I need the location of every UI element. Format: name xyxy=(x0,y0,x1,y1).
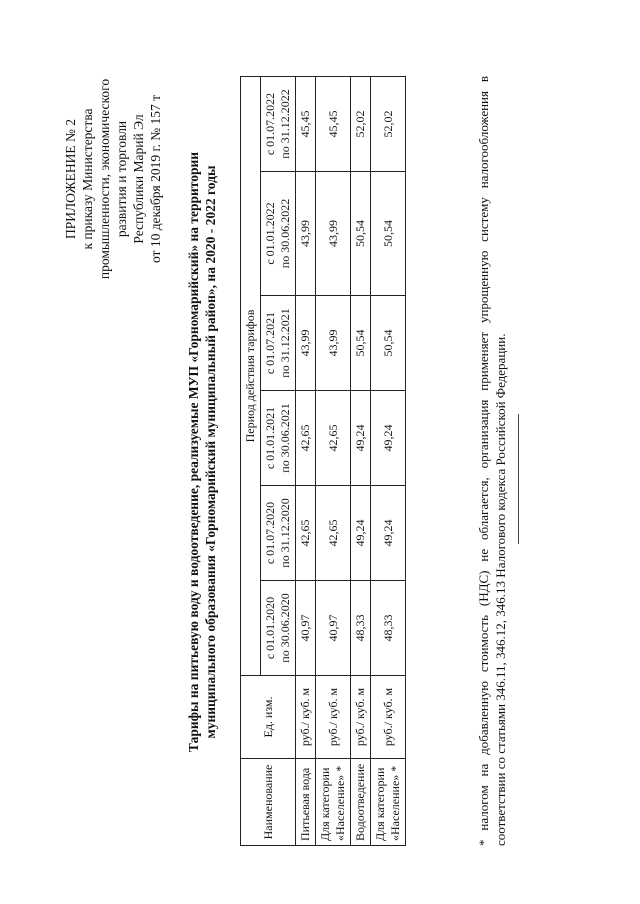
row-name: Для категории «Население» * xyxy=(316,759,351,846)
header-name: Наименование xyxy=(241,759,296,846)
tariff-value: 43,99 xyxy=(296,172,316,296)
table-row xyxy=(371,77,406,846)
appendix-line: ПРИЛОЖЕНИЕ № 2 xyxy=(63,118,78,240)
appendix-line: развития и торговли xyxy=(114,120,129,238)
row-unit: руб./ куб. м xyxy=(351,676,371,759)
table-row xyxy=(296,77,316,846)
period-header: с 01.07.2021 по 31.12.2021 xyxy=(261,296,296,391)
row-name: Питьевая вода xyxy=(296,759,316,846)
title-line-2: муниципального образования «Горномарийский муниципальный район», на 2020 - 2022 годы xyxy=(203,165,218,739)
tariff-value: 50,54 xyxy=(371,172,406,296)
table-row xyxy=(351,77,371,846)
tariff-value: 42,65 xyxy=(296,391,316,486)
tariff-value: 52,02 xyxy=(351,77,371,172)
tariff-value: 50,54 xyxy=(351,296,371,391)
tariff-value: 50,54 xyxy=(371,296,406,391)
tariff-value: 49,24 xyxy=(351,391,371,486)
appendix-line: Республики Марий Эл xyxy=(131,114,146,244)
period-header: с 01.07.2022 по 31.12.2022 xyxy=(261,77,296,172)
appendix-line: промышленности, экономического xyxy=(97,78,112,280)
period-header: с 01.01.2022 по 30.06.2022 xyxy=(261,172,296,296)
tariff-value: 49,24 xyxy=(351,486,371,581)
footnote: * налогом на добавленную стоимость (НДС) не облагается, организация применяет упрощенную систему налогообложения в соответствии со статьями 346.11, 346.12, 346.13 Налогового кодекса Российской Федерации. xyxy=(476,76,508,846)
tariff-value: 45,45 xyxy=(316,77,351,172)
tariff-value: 52,02 xyxy=(371,77,406,172)
table-row xyxy=(316,77,351,846)
period-header: с 01.01.2021 по 30.06.2021 xyxy=(261,391,296,486)
tariff-value: 42,65 xyxy=(296,486,316,581)
divider-line xyxy=(518,414,519,544)
tariff-value: 49,24 xyxy=(371,486,406,581)
row-name: Для категории «Население» * xyxy=(371,759,406,846)
header-period: Период действия тарифов xyxy=(241,77,261,676)
tariff-value: 48,33 xyxy=(351,581,371,676)
tariff-value: 48,33 xyxy=(371,581,406,676)
tariff-value: 49,24 xyxy=(371,391,406,486)
appendix-line: от 10 декабря 2019 г. № 157 т xyxy=(148,94,163,264)
row-name: Водоотведение xyxy=(351,759,371,846)
tariff-value: 50,54 xyxy=(351,172,371,296)
tariff-value: 42,65 xyxy=(316,486,351,581)
title-line-1: Тарифы на питьевую воду и водоотведение, реализуемые МУП «Горномарийский» на территории xyxy=(186,151,201,753)
tariff-value: 42,65 xyxy=(316,391,351,486)
document-title xyxy=(185,0,219,904)
appendix-header xyxy=(62,54,164,304)
header-unit: Ед. изм. xyxy=(241,676,296,759)
tariff-value: 43,99 xyxy=(316,172,351,296)
tariff-value: 40,97 xyxy=(296,581,316,676)
row-unit: руб./ куб. м xyxy=(371,676,406,759)
row-unit: руб./ куб. м xyxy=(316,676,351,759)
tariff-value: 43,99 xyxy=(296,296,316,391)
tariff-table xyxy=(240,76,406,846)
tariff-value: 43,99 xyxy=(316,296,351,391)
tariff-value: 45,45 xyxy=(296,77,316,172)
period-header: с 01.07.2020 по 31.12.2020 xyxy=(261,486,296,581)
row-unit: руб./ куб. м xyxy=(296,676,316,759)
tariff-value: 40,97 xyxy=(316,581,351,676)
appendix-line: к приказу Министерства xyxy=(80,108,95,250)
period-header: с 01.01.2020 по 30.06.2020 xyxy=(261,581,296,676)
